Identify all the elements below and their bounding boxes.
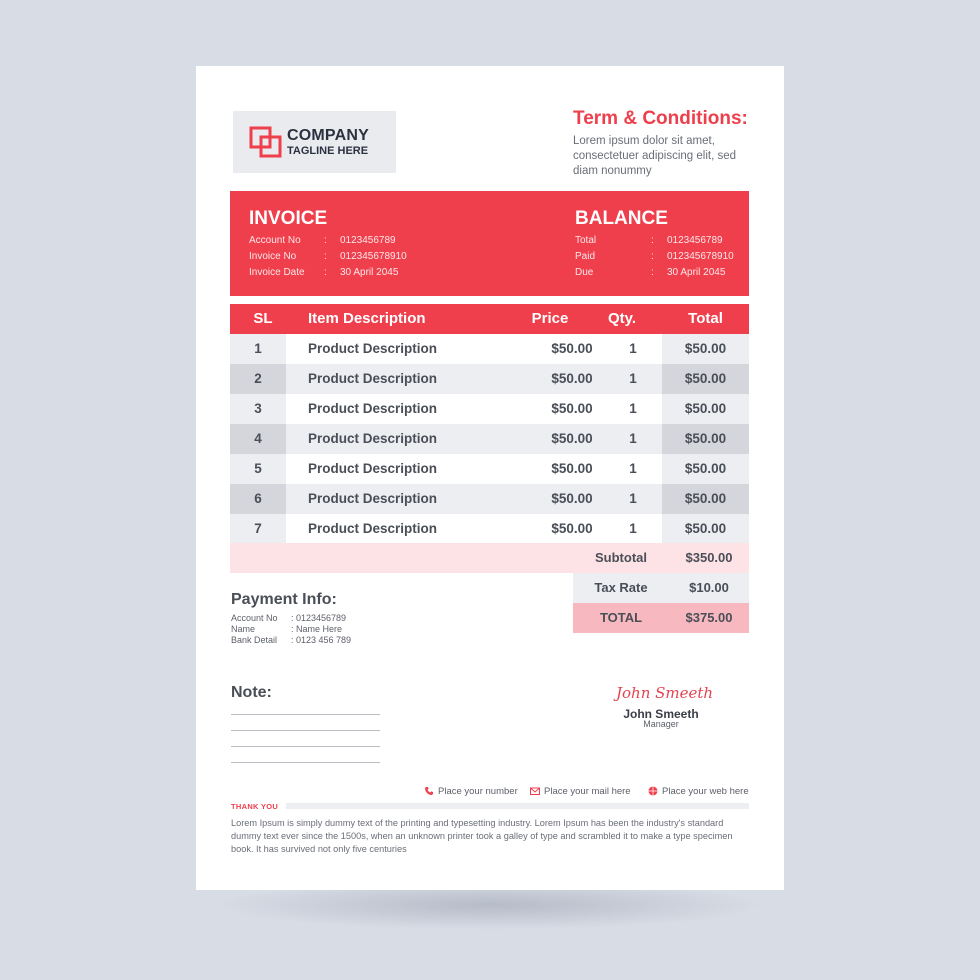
tax-rate-value: $10.00 — [689, 580, 729, 595]
row-description: Product Description — [308, 491, 438, 506]
subtotal-row — [573, 543, 749, 573]
balance-row-value: 012345678910 — [667, 251, 734, 262]
header-description: Item Description — [308, 310, 426, 327]
note-title: Note: — [231, 684, 272, 701]
row-description: Product Description — [308, 431, 438, 446]
header-price: Price — [531, 310, 569, 327]
note-line — [231, 730, 380, 731]
contact-web-text: Place your web here — [662, 786, 749, 797]
terms-title: Term & Conditions: — [573, 108, 748, 129]
invoice-header-band — [230, 191, 749, 296]
payment-row-label: Account No — [231, 613, 278, 623]
row-price: $50.00 — [551, 491, 593, 506]
thank-you-divider — [286, 803, 749, 809]
header-qty: Qty. — [607, 310, 637, 327]
row-qty: 1 — [629, 431, 637, 446]
balance-row-label: Total — [575, 235, 597, 246]
note-line — [231, 714, 380, 715]
row-total: $50.00 — [684, 431, 727, 446]
row-sl: 7 — [254, 521, 262, 536]
row-total: $50.00 — [684, 521, 727, 536]
note-line — [231, 762, 380, 763]
signer-role: Manager — [643, 719, 679, 729]
payment-info-title: Payment Info: — [231, 591, 337, 608]
payment-row-value: : Name Here — [291, 624, 343, 634]
invoice-row-label: Invoice No — [249, 251, 297, 262]
row-description: Product Description — [308, 341, 438, 356]
contact-phone-text: Place your number — [438, 786, 518, 797]
row-description: Product Description — [308, 371, 438, 386]
grand-total-row — [573, 603, 749, 633]
row-qty: 1 — [629, 341, 637, 356]
table-row — [230, 424, 749, 454]
row-qty: 1 — [629, 371, 637, 386]
table-row — [230, 454, 749, 484]
row-price: $50.00 — [551, 431, 593, 446]
row-sl: 3 — [254, 401, 262, 416]
contact-phone — [424, 786, 518, 797]
balance-row-sep: : — [651, 235, 654, 246]
table-row — [230, 514, 749, 544]
row-total: $50.00 — [684, 341, 727, 356]
row-qty: 1 — [629, 401, 637, 416]
row-qty: 1 — [629, 491, 637, 506]
signer-name: John Smeeth — [623, 707, 699, 721]
row-sl: 4 — [254, 431, 262, 446]
balance-row-label: Due — [575, 267, 594, 278]
payment-row-label: Bank Detail — [231, 635, 278, 645]
row-total: $50.00 — [684, 491, 727, 506]
company-logo — [233, 111, 396, 173]
invoice-row-sep: : — [324, 267, 327, 278]
footer-text: Lorem Ipsum is simply dummy text of the printing and typesetting industry. Lorem Ipsum has been the industry's standard dummy text ever since the 1500s, when an unknown printer took a galley of type and scrambled it to make a type specimen book. It has survived not only five centuries — [231, 818, 733, 854]
note-line — [231, 746, 380, 747]
row-price: $50.00 — [551, 341, 593, 356]
header-sl: SL — [253, 310, 273, 327]
terms-text: Lorem ipsum dolor sit amet, consectetuer adipiscing elit, sed diam nonummy — [573, 135, 737, 177]
subtotal-band — [230, 543, 749, 573]
row-description: Product Description — [308, 521, 438, 536]
invoice-row-label: Account No — [249, 235, 301, 246]
subtotal-value: $350.00 — [685, 550, 733, 565]
row-price: $50.00 — [551, 461, 593, 476]
row-price: $50.00 — [551, 401, 593, 416]
tax-rate-label: Tax Rate — [594, 580, 648, 595]
table-row — [230, 334, 749, 364]
row-sl: 2 — [254, 371, 262, 386]
row-price: $50.00 — [551, 521, 593, 536]
row-total: $50.00 — [684, 461, 727, 476]
invoice-row-sep: : — [324, 235, 327, 246]
contact-mail-text: Place your mail here — [544, 786, 631, 797]
logo-squares-icon — [249, 125, 283, 159]
tax-rate-row — [573, 573, 749, 603]
items-table-header — [230, 304, 749, 334]
row-description: Product Description — [308, 401, 438, 416]
balance-row-value: 0123456789 — [667, 235, 723, 246]
table-row — [230, 484, 749, 514]
invoice-row-sep: : — [324, 251, 327, 262]
balance-row-label: Paid — [575, 251, 596, 262]
invoice-row-label: Invoice Date — [249, 267, 305, 278]
grand-total-label: TOTAL — [599, 610, 643, 625]
invoice-row-value: 0123456789 — [340, 235, 396, 246]
row-description: Product Description — [308, 461, 438, 476]
phone-icon — [424, 786, 434, 796]
globe-icon — [648, 786, 658, 796]
row-qty: 1 — [629, 461, 637, 476]
contact-mail — [530, 786, 631, 797]
payment-row-value: : 0123 456 789 — [291, 635, 352, 645]
company-name: COMPANY — [287, 127, 369, 144]
row-total: $50.00 — [684, 401, 727, 416]
row-sl: 5 — [254, 461, 262, 476]
table-row — [230, 364, 749, 394]
row-sl: 1 — [254, 341, 262, 356]
invoice-title: INVOICE — [249, 208, 328, 229]
grand-total-value: $375.00 — [685, 610, 733, 625]
row-qty: 1 — [629, 521, 637, 536]
balance-row-value: 30 April 2045 — [667, 267, 726, 278]
balance-title: BALANCE — [575, 208, 668, 229]
thank-you-label: THANK YOU — [231, 802, 279, 811]
invoice-row-value: 30 April 2045 — [340, 267, 399, 278]
invoice-page — [196, 66, 784, 890]
balance-row-sep: : — [651, 251, 654, 262]
header-total: Total — [688, 310, 723, 327]
signature-script: John Smeeth — [616, 684, 714, 702]
invoice-row-value: 012345678910 — [340, 251, 407, 262]
table-row — [230, 394, 749, 424]
balance-row-sep: : — [651, 267, 654, 278]
contact-web — [648, 786, 749, 797]
row-price: $50.00 — [551, 371, 593, 386]
row-total: $50.00 — [684, 371, 727, 386]
payment-row-value: : 0123456789 — [291, 613, 347, 623]
mail-icon — [530, 786, 540, 796]
company-tagline: TAGLINE HERE — [287, 145, 369, 157]
subtotal-label: Subtotal — [595, 550, 647, 565]
row-sl: 6 — [254, 491, 262, 506]
payment-row-label: Name — [231, 624, 256, 634]
